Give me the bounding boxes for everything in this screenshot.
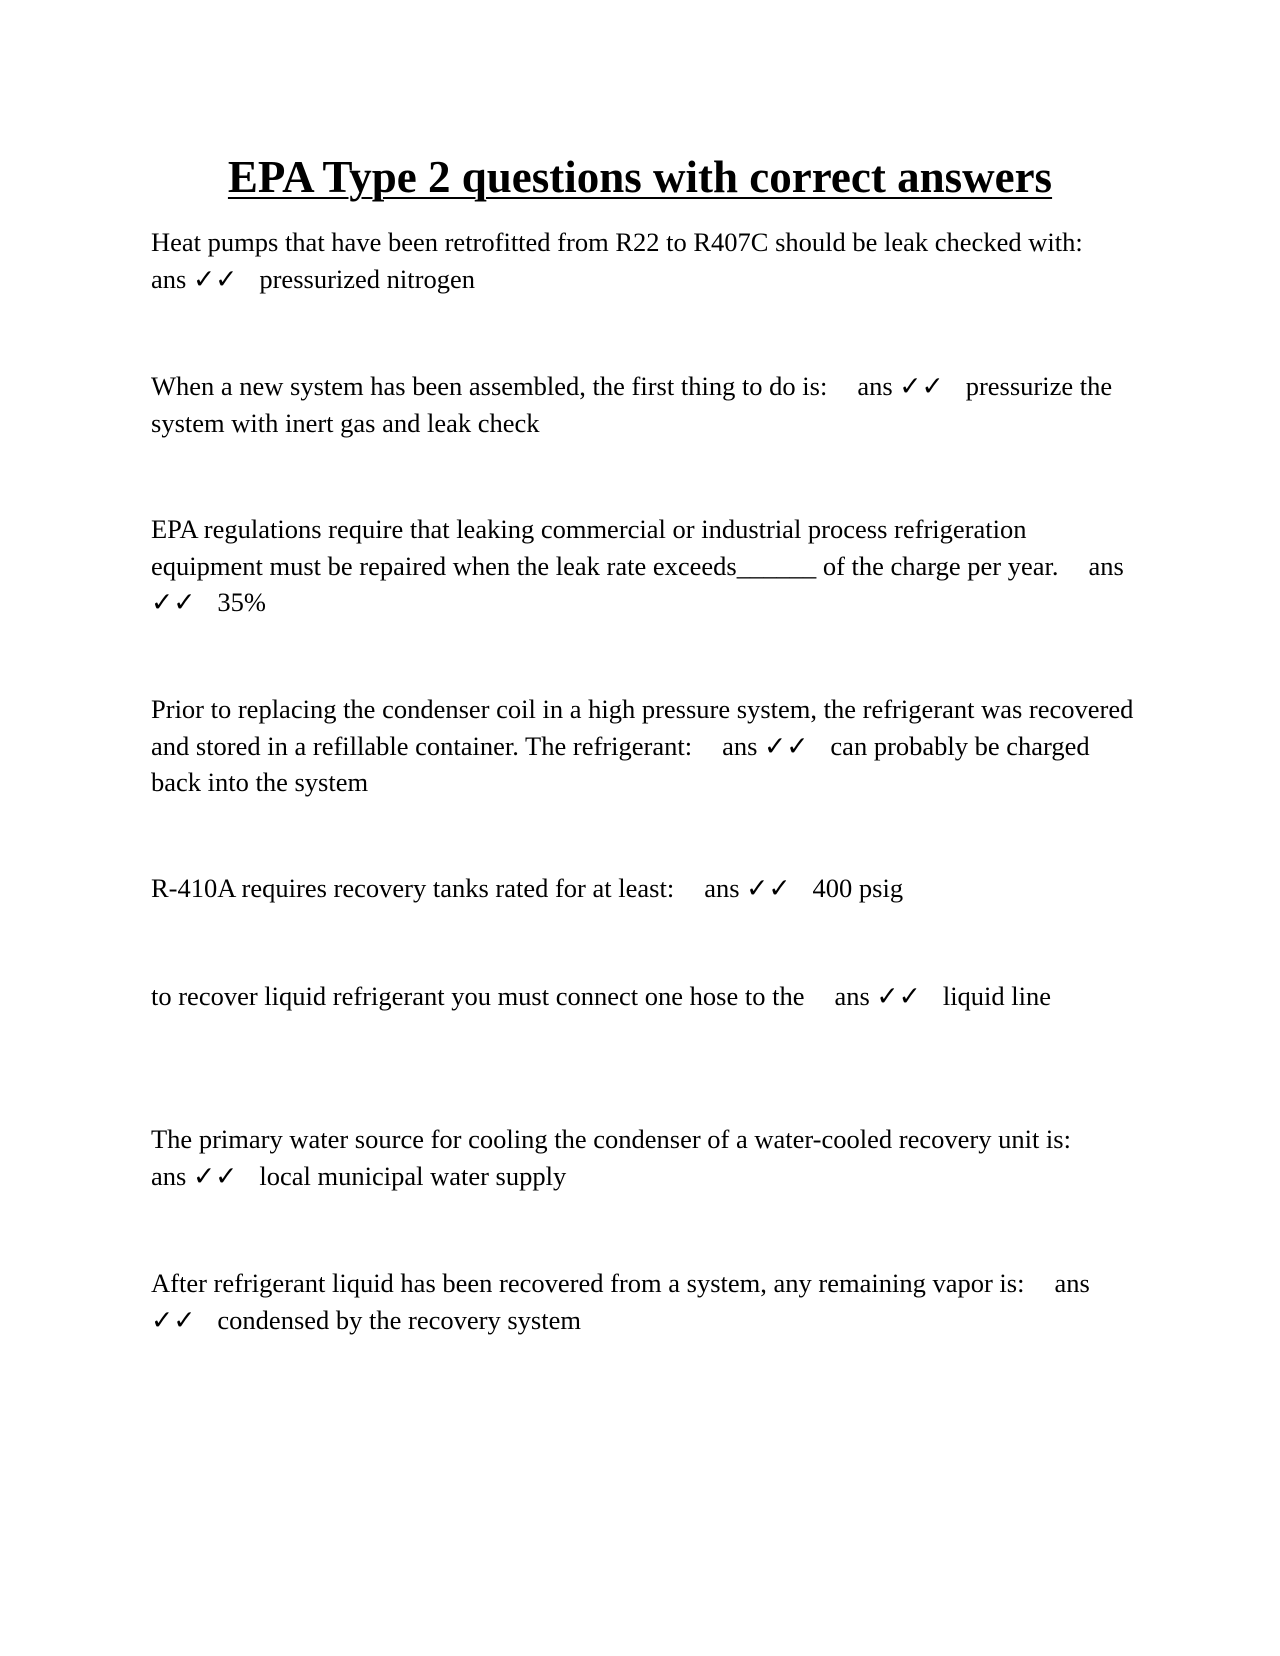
question-text: to recover liquid refrigerant you must connect one hose to the — [151, 981, 805, 1011]
question-item-3 — [151, 511, 1136, 621]
answer-marker: ans ✓✓ — [151, 1160, 238, 1191]
answer-text: pressurized nitrogen — [259, 263, 475, 294]
question-item-1 — [151, 224, 1136, 297]
answer-text: 35% — [217, 587, 266, 617]
answer-marker: ans ✓✓ — [151, 1268, 1090, 1335]
question-text: The primary water source for cooling the condenser of a water-cooled recovery unit is: — [151, 1124, 1071, 1154]
question-text: After refrigerant liquid has been recovered from a system, any remaining vapor is: — [151, 1268, 1025, 1298]
question-item-2 — [151, 368, 1136, 441]
answer-text: local municipal water supply — [259, 1160, 567, 1191]
question-item-8 — [151, 1265, 1136, 1338]
answer-marker: ans ✓✓ — [857, 371, 944, 401]
question-text: Heat pumps that have been retrofitted from R22 to R407C should be leak checked with: — [151, 227, 1083, 257]
question-text: When a new system has been assembled, the first thing to do is: — [151, 371, 828, 401]
question-item-4 — [151, 691, 1136, 801]
question-text: EPA regulations require that leaking commercial or industrial process refrigeration equipment must be repaired when the leak rate exceeds______ of the charge per year. — [151, 514, 1059, 581]
answer-marker: ans ✓✓ — [151, 550, 1124, 617]
answer-text: condensed by the recovery system — [217, 1304, 581, 1335]
answer-marker: ans ✓✓ — [151, 263, 238, 294]
answer-text: can probably be charged back into the system — [151, 730, 1090, 797]
question-text: Prior to replacing the condenser coil in a high pressure system, the refrigerant was recovered and stored in a refillable container. The refrigerant: — [151, 694, 1134, 761]
answer-marker: ans ✓✓ — [834, 981, 921, 1011]
question-item-5 — [151, 870, 1136, 907]
question-text: R-410A requires recovery tanks rated for at least: — [151, 873, 675, 903]
answer-text: liquid line — [942, 981, 1052, 1011]
answer-text: 400 psig — [812, 873, 904, 903]
answer-marker: ans ✓✓ — [704, 873, 791, 903]
question-item-6 — [151, 978, 1136, 1015]
question-item-7 — [151, 1121, 1136, 1194]
page-title: EPA Type 2 questions with correct answers — [227, 152, 1053, 202]
answer-text: pressurize the system with inert gas and leak check — [151, 371, 1113, 438]
answer-marker: ans ✓✓ — [722, 730, 809, 761]
